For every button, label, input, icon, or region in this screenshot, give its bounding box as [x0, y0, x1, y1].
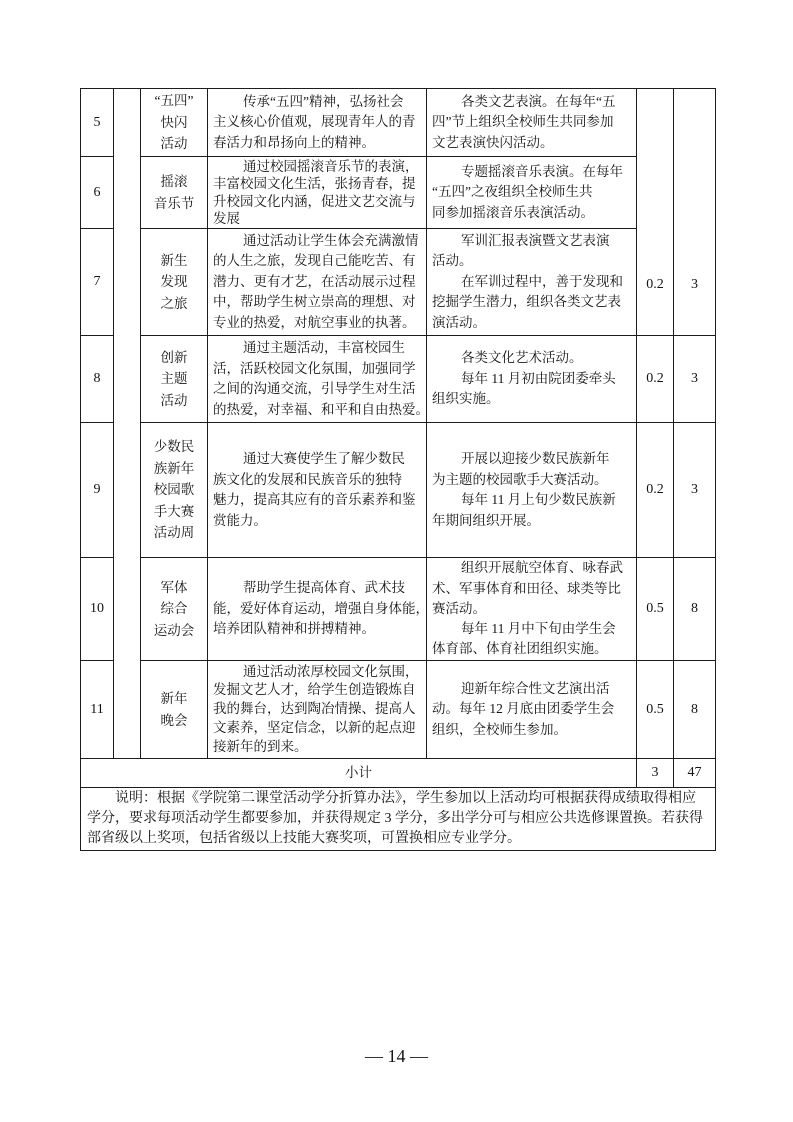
purpose-text: 通过大赛使学生了解少数民 族文化的发展和民族音乐的独特 魅力，提高其应有的音乐素养和鉴 赏能力。 [213, 451, 416, 528]
table-row [81, 229, 716, 336]
credit-total: 3 [674, 423, 716, 558]
note-cell [81, 788, 716, 851]
activity-purpose [208, 229, 427, 336]
row-number: 5 [81, 89, 114, 157]
activity-content [427, 157, 637, 229]
activity-purpose [208, 336, 427, 423]
activity-purpose [208, 89, 427, 157]
credit-per-activity: 0.2 [637, 423, 674, 558]
note-row [81, 788, 716, 851]
subtotal-credit: 3 [637, 759, 674, 788]
activity-content [427, 229, 637, 336]
activity-name: 军体 综合 运动会 [141, 558, 208, 661]
purpose-text: 帮助学生提高体育、武术技 能，爱好体育运动，增强自身体能， 培养团队精神和拼搏精神。 [213, 580, 429, 637]
activity-name: 少数民 族新年 校园歌 手大赛 活动周 [141, 423, 208, 558]
credit-per-activity: 0.2 [637, 89, 674, 336]
row-number: 10 [81, 558, 114, 661]
purpose-text: 通过校园摇滚音乐节的表演， 丰富校园文化生活，张扬青春，提 升校园文化内涵，促进文艺交流与 发展 [213, 158, 419, 226]
table-row [81, 423, 716, 558]
content-paragraph: 开展以迎接少数民族新年 为主题的校园歌手大赛活动。 [432, 451, 610, 487]
row-number: 9 [81, 423, 114, 558]
purpose-text: 传承“五四”精神，弘扬社会 主义核心价值观，展现青年人的青 春活力和昂扬向上的精神。 [213, 93, 416, 150]
activity-content [427, 661, 637, 759]
activity-purpose [208, 661, 427, 759]
credit-per-activity: 0.5 [637, 661, 674, 759]
activity-name: 创新 主题 活动 [141, 336, 208, 423]
credit-total: 8 [674, 661, 716, 759]
subtotal-label: 小计 [81, 759, 637, 788]
activity-name: 新年 晚会 [141, 661, 208, 759]
activity-content [427, 423, 637, 558]
activity-content [427, 558, 637, 661]
content-paragraph: 各类文艺表演。在每年“五 四”节上组织全校师生共同参加 文艺表演快闪活动。 [432, 93, 616, 150]
activity-purpose [208, 558, 427, 661]
content-paragraph: 在军训过程中，善于发现和 挖掘学生潜力，组织各类文艺表 演活动。 [432, 273, 623, 330]
credit-total: 3 [674, 89, 716, 336]
activity-name: 新生 发现 之旅 [141, 229, 208, 336]
table-row [81, 157, 716, 229]
credit-total: 8 [674, 558, 716, 661]
content-paragraph: 迎新年综合性文艺演出活 动。每年 12 月底由团委学生会 组织，全校师生参加。 [432, 680, 615, 737]
credit-per-activity: 0.5 [637, 558, 674, 661]
row-number: 7 [81, 229, 114, 336]
subtotal-row [81, 759, 716, 788]
purpose-text: 通过主题活动，丰富校园生 活，活跃校园文化氛围，加强同学 之间的沟通交流，引导学生对生活 的热爱，对幸福、和平和自由热爱。 [213, 340, 429, 417]
purpose-text: 通过活动浓厚校园文化氛围， 发掘文艺人才，给学生创造锻炼自 我的舞台，达到陶冶情操、提高人 文素养，坚定信念，以新的起点迎 接新年的到来。 [213, 663, 419, 754]
content-paragraph: 每年 11 月上旬少数民族新 年期间组织开展。 [432, 492, 616, 528]
content-paragraph: 每年 11 月中下旬由学生会 体育部、体育社团组织实施。 [432, 621, 616, 657]
credit-total: 3 [674, 336, 716, 423]
table-row [81, 558, 716, 661]
activity-purpose [208, 157, 427, 229]
activity-name: 摇滚 音乐节 [141, 157, 208, 229]
page-number: — 14 — [365, 1046, 428, 1066]
content-paragraph: 每年 11 月初由院团委牵头 组织实施。 [432, 370, 616, 407]
subtotal-total: 47 [674, 759, 716, 788]
second-classroom-credit-table [80, 88, 716, 851]
purpose-text: 通过活动让学生体会充满激情 的人生之旅，发现自己能吃苦、有 潜力、更有才艺，在活动展示过程 中，帮助学生树立崇高的理想、对 专业的热爱，对航空事业的执著。 [213, 232, 419, 330]
content-paragraph: 专题摇滚音乐表演。在每年 “五四”之夜组织全校师生共 同参加摇滚音乐表演活动。 [432, 163, 623, 220]
credit-per-activity: 0.2 [637, 336, 674, 423]
table-row [81, 89, 716, 157]
row-number: 8 [81, 336, 114, 423]
content-paragraph: 各类文化艺术活动。 [461, 350, 583, 366]
row-number: 11 [81, 661, 114, 759]
activity-purpose [208, 423, 427, 558]
row-number: 6 [81, 157, 114, 229]
note-text: 说明：根据《学院第二课堂活动学分折算办法》，学生参加以上活动均可根据获得成绩取得相应 学分，要求每项活动学生都要参加，并获得规定 3 学分，多出学分可与相应公共选修课置换。若获得 部省级以上奖项，包括省级以上技能大赛奖项，可置换相应专业学分。 [87, 791, 703, 846]
content-paragraph: 军训汇报表演暨文艺表演 活动。 [432, 232, 610, 269]
content-paragraph: 组织开展航空体育、咏春武 术、军事体育和田径、球类等比 赛活动。 [432, 560, 623, 616]
category-cell [114, 89, 141, 759]
table-row [81, 661, 716, 759]
activity-content [427, 89, 637, 157]
activity-content [427, 336, 637, 423]
activity-name: “五四” 快闪 活动 [141, 89, 208, 157]
table-row [81, 336, 716, 423]
